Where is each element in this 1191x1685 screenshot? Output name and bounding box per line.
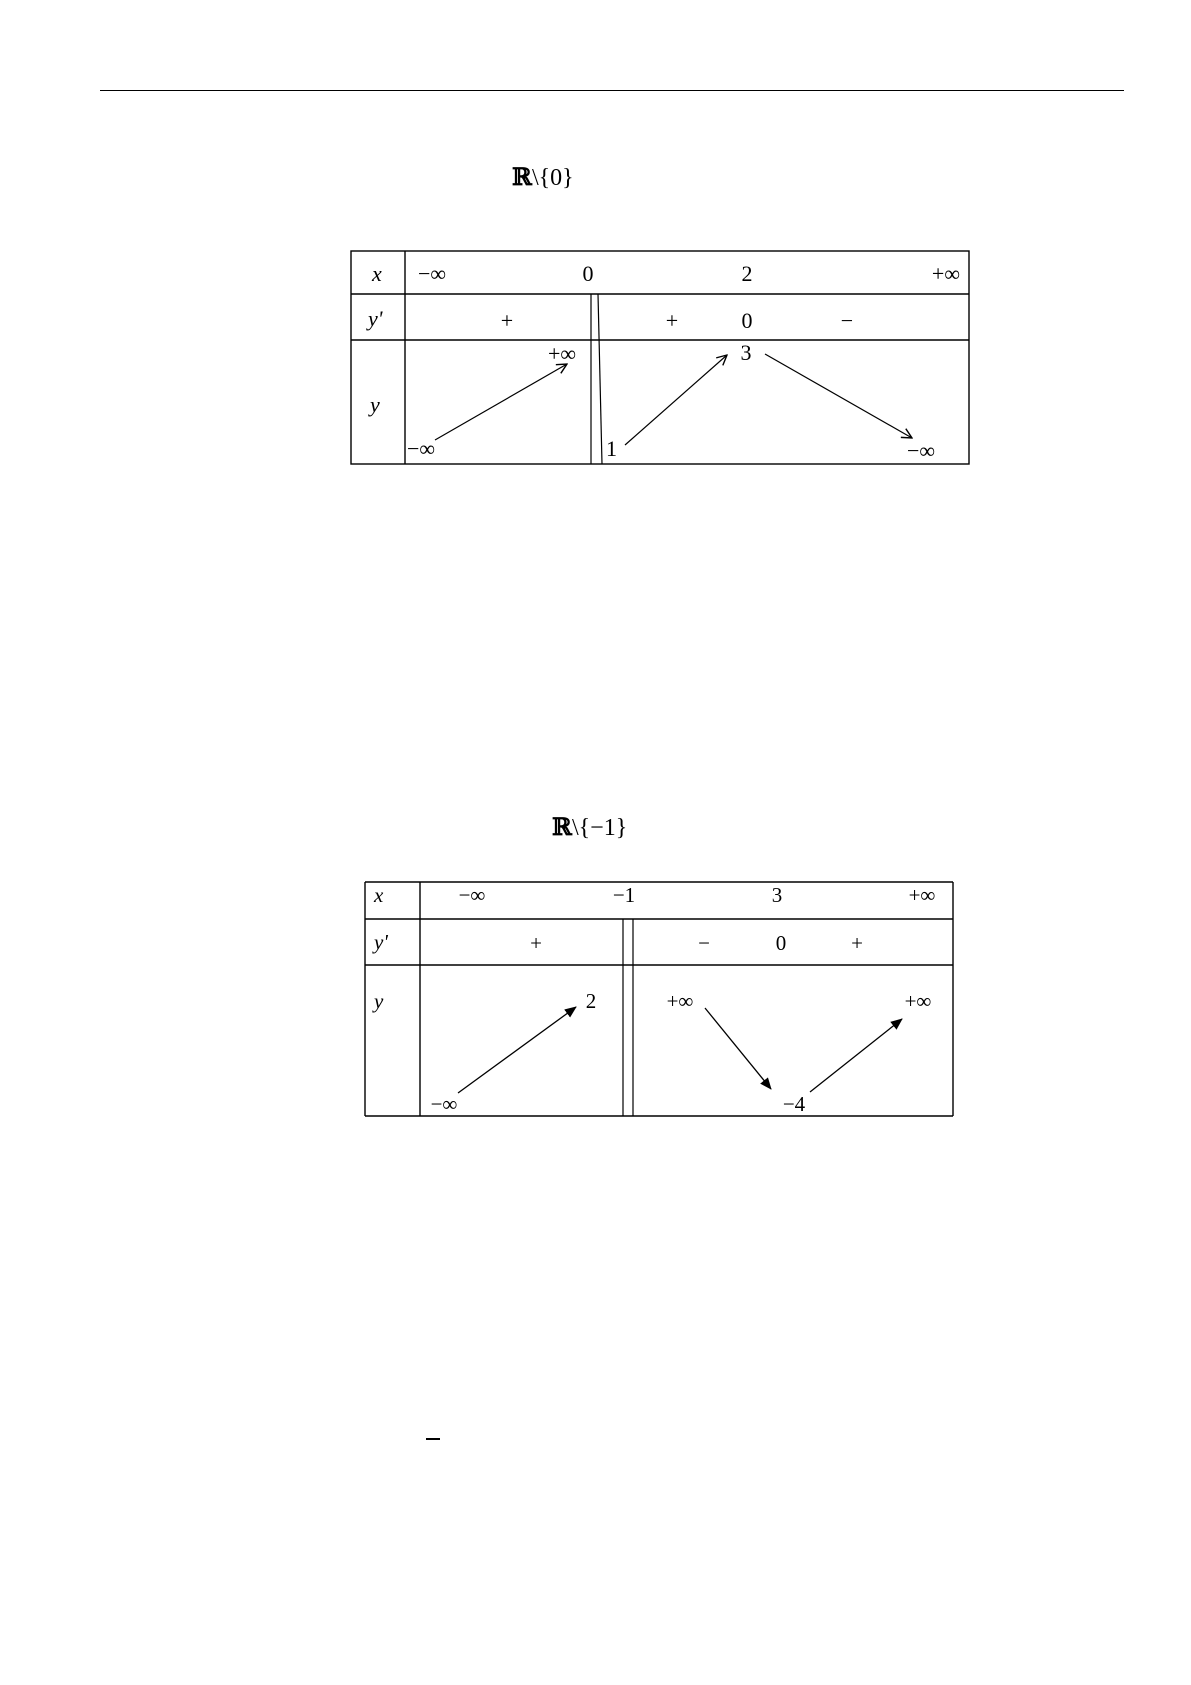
x-value: +∞ — [908, 883, 936, 907]
y-value: +∞ — [666, 989, 694, 1013]
yp-sign: + — [665, 308, 679, 333]
x-label: x — [374, 883, 384, 907]
yp-sign: 0 — [741, 308, 753, 333]
increase-arrow — [458, 1007, 576, 1093]
excluded-value: −1 — [590, 815, 616, 841]
real-set-symbol: ℝ — [512, 162, 532, 191]
overline-mark — [426, 1438, 440, 1440]
domain-expression-2 — [552, 812, 627, 842]
yp-sign: + — [851, 931, 863, 955]
variation-table-1 — [350, 250, 970, 466]
x-label: x — [372, 261, 382, 286]
header-rule — [100, 90, 1124, 91]
decrease-arrow — [765, 354, 912, 438]
increase-arrow — [435, 364, 567, 440]
brace-close: } — [615, 815, 628, 841]
yp-sign: + — [500, 308, 514, 333]
yp-label: y' — [374, 930, 388, 954]
x-value: 2 — [741, 261, 753, 286]
x-value: +∞ — [931, 261, 960, 286]
y-label: y — [370, 392, 380, 417]
yp-label: y' — [368, 306, 383, 331]
set-minus: \ — [571, 815, 579, 841]
y-value: +∞ — [547, 341, 577, 366]
y-label: y — [374, 989, 384, 1013]
brace-close: } — [562, 165, 574, 191]
x-value: −1 — [612, 883, 636, 907]
increase-arrow — [625, 355, 727, 445]
yp-sign: 0 — [775, 931, 787, 955]
y-value: 2 — [585, 989, 597, 1013]
y-value: −4 — [782, 1092, 806, 1116]
y-value: +∞ — [904, 989, 932, 1013]
set-minus: \ — [531, 165, 539, 191]
yp-sign: + — [530, 931, 542, 955]
y-value: −∞ — [430, 1092, 458, 1116]
brace-open: { — [538, 165, 551, 191]
yp-sign: − — [698, 931, 710, 955]
x-value: −∞ — [418, 261, 447, 286]
y-value: 3 — [740, 340, 752, 365]
decrease-arrow — [705, 1008, 771, 1089]
brace-open: { — [578, 815, 591, 841]
variation-table-2 — [364, 881, 954, 1118]
domain-expression-1 — [512, 162, 574, 192]
y-value: −∞ — [407, 436, 436, 461]
x-value: −∞ — [458, 883, 486, 907]
x-value: 0 — [582, 261, 594, 286]
y-value: 1 — [606, 436, 617, 461]
excluded-value: 0 — [550, 165, 563, 191]
asymptote-line-right — [598, 294, 602, 464]
yp-sign: − — [840, 308, 854, 333]
increase-arrow — [810, 1019, 902, 1092]
x-value: 3 — [771, 883, 783, 907]
real-set-symbol: ℝ — [552, 812, 572, 841]
y-value: −∞ — [906, 438, 936, 463]
